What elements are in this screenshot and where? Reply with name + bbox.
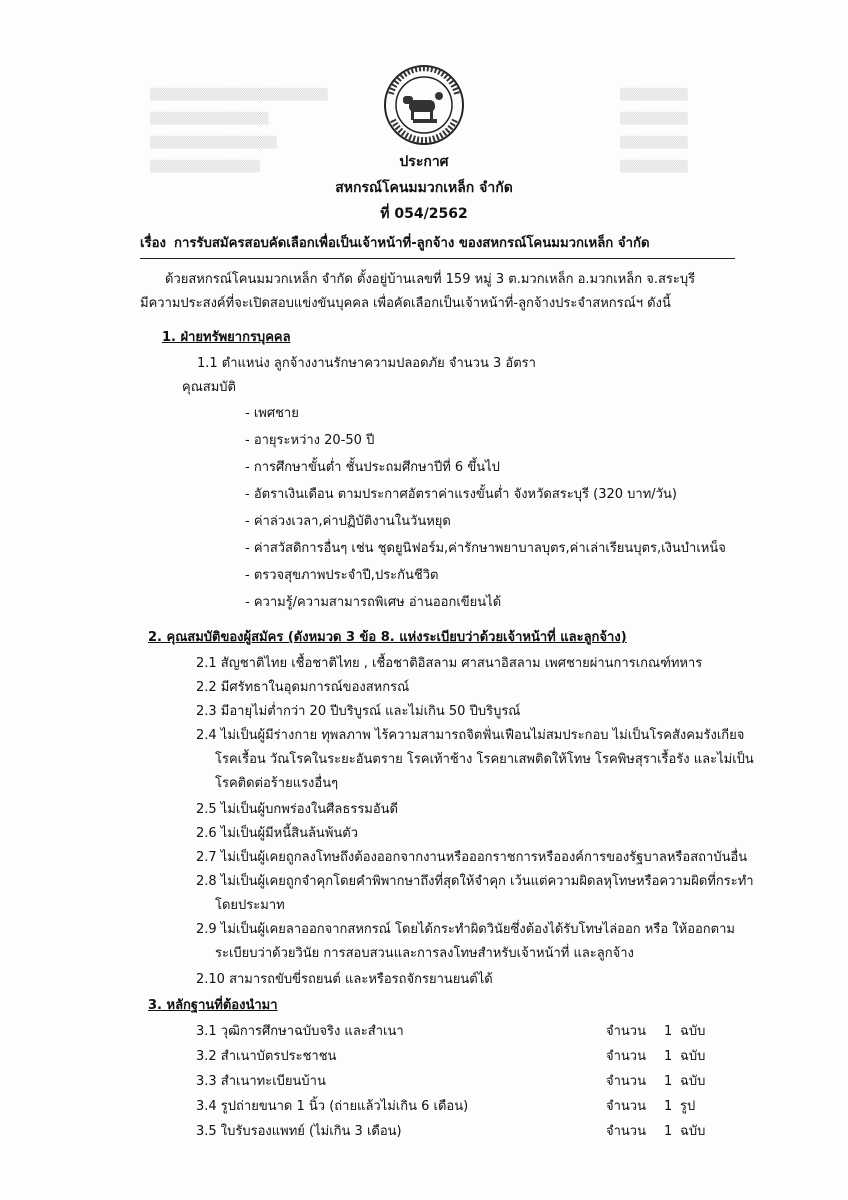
bleed-through-text: ▒▒▒▒▒▒▒▒ — [620, 112, 688, 125]
subject-text: การรับสมัครสอบคัดเลือกเพื่อเป็นเจ้าหน้าที่-ลูกจ้าง ของสหกรณ์โคนมมวกเหล็ก จำกัด — [173, 236, 650, 251]
qualification-item: - เพศชาย — [245, 406, 299, 421]
intro-line-1: ด้วยสหกรณ์โคนมมวกเหล็ก จำกัด ตั้งอยู่บ้านเลขที่ 159 หมู่ 3 ต.มวกเหล็ก อ.มวกเหล็ก จ.สระบุรี — [165, 272, 696, 287]
subject-label: เรื่อง — [140, 236, 166, 251]
bleed-through-text: ▒▒▒▒▒▒▒▒▒▒▒▒▒ — [150, 160, 260, 173]
qualifications-label: คุณสมบัติ — [182, 380, 236, 395]
document-row-label: 3.2 สำเนาบัตรประชาชน — [196, 1049, 337, 1064]
qualification-item: - ค่าล่วงเวลา,ค่าปฏิบัติงานในวันหยุด — [245, 514, 451, 529]
applicant-qualification: 2.8 ไม่เป็นผู้เคยถูกจำคุกโดยคำพิพากษาถึงที่สุดให้จำคุก เว้นแต่ความผิดลหุโทษหรือความผิดที่กระทำ — [196, 874, 754, 889]
header-divider — [140, 258, 735, 259]
document-row-qty: 1 — [664, 1024, 673, 1039]
applicant-qualification-cont: โดยประมาท — [215, 898, 285, 913]
document-number: ที่ 054/2562 — [380, 206, 468, 222]
qualification-item: - ความรู้/ความสามารถพิเศษ อ่านออกเขียนได้ — [245, 595, 502, 610]
document-row-unit: ฉบับ — [680, 1074, 706, 1089]
applicant-qualification: 2.1 สัญชาติไทย เชื้อชาติไทย , เชื้อชาติอิสลาม ศาสนาอิสลาม เพศชายผ่านการเกณฑ์ทหาร — [196, 656, 703, 671]
qualification-item: - การศึกษาขั้นต่ำ ชั้นประถมศึกษาปีที่ 6 ขึ้นไป — [245, 460, 500, 475]
applicant-qualification-cont: โรคติดต่อร้ายแรงอื่นๆ — [215, 776, 339, 791]
document-row-qty: 1 — [664, 1049, 673, 1064]
document-row-qty: 1 — [664, 1074, 673, 1089]
applicant-qualification: 2.9 ไม่เป็นผู้เคยลาออกจากสหกรณ์ โดยได้กระทำผิดวินัยซึ่งต้องได้รับโทษไล่ออก หรือ ให้ออกตาม — [196, 922, 735, 937]
document-row-qty: 1 — [664, 1099, 673, 1114]
document-row-qty-word: จำนวน — [606, 1024, 646, 1039]
document-row-label: 3.1 วุฒิการศึกษาฉบับจริง และสำเนา — [196, 1024, 404, 1039]
applicant-qualification: 2.5 ไม่เป็นผู้บกพร่องในศีลธรรมอันดี — [196, 802, 399, 817]
document-row-qty-word: จำนวน — [606, 1124, 646, 1139]
applicant-qualification: 2.3 มีอายุไม่ต่ำกว่า 20 ปีบริบูรณ์ และไม่เกิน 50 ปีบริบูรณ์ — [196, 704, 521, 719]
bleed-through-text: ▒▒▒▒▒▒▒▒ — [620, 160, 688, 173]
cooperative-seal-logo — [383, 64, 465, 146]
applicant-qualification: 2.2 มีศรัทธาในอุดมการณ์ของสหกรณ์ — [196, 680, 410, 695]
document-row-unit: ฉบับ — [680, 1024, 706, 1039]
document-row-qty-word: จำนวน — [606, 1099, 646, 1114]
position-line: 1.1 ตำแหน่ง ลูกจ้างงานรักษาความปลอดภัย จำนวน 3 อัตรา — [197, 356, 536, 371]
applicant-qualification: 2.10 สามารถขับขี่รถยนต์ และหรือรถจักรยานยนต์ได้ — [196, 972, 493, 987]
qualification-item: - อัตราเงินเดือน ตามประกาศอัตราค่าแรงขั้นต่ำ จังหวัดสระบุรี (320 บาท/วัน) — [245, 487, 677, 502]
bleed-through-text: ▒▒▒▒▒▒▒▒ — [620, 88, 688, 101]
document-row-unit: รูป — [680, 1099, 696, 1114]
document-row-label: 3.5 ใบรับรองแพทย์ (ไม่เกิน 3 เดือน) — [196, 1124, 402, 1139]
applicant-qualification: 2.4 ไม่เป็นผู้มีร่างกาย ทุพลภาพ ไร้ความสามารถจิตฟั่นเฟือนไม่สมประกอบ ไม่เป็นโรคสังคมรังเกียจ — [196, 728, 745, 743]
document-row-label: 3.4 รูปถ่ายขนาด 1 นิ้ว (ถ่ายแล้วไม่เกิน 6 เดือน) — [196, 1099, 469, 1114]
bleed-through-text: ▒▒▒▒▒▒▒▒▒▒▒▒▒▒▒ — [150, 136, 277, 149]
intro-line-2: มีความประสงค์ที่จะเปิดสอบแข่งขันบุคคล เพื่อคัดเลือกเป็นเจ้าหน้าที่-ลูกจ้างประจำสหกรณ์ฯ ดังนี้ — [140, 296, 671, 311]
subject-line — [140, 232, 650, 253]
applicant-qualification: 2.7 ไม่เป็นผู้เคยถูกลงโทษถึงต้องออกจากงานหรือออกราชการหรือองค์การของรัฐบาลหรือสถาบันอื่น — [196, 850, 748, 865]
announcement-title: ประกาศ — [399, 154, 449, 170]
organization-name: สหกรณ์โคนมมวกเหล็ก จำกัด — [335, 180, 513, 196]
qualification-item: - ค่าสวัสดิการอื่นๆ เช่น ชุดยูนิฟอร์ม,ค่ารักษาพยาบาลบุตร,ค่าเล่าเรียนบุตร,เงินบำเหน็จ — [245, 541, 726, 556]
qualification-item: - อายุระหว่าง 20-50 ปี — [245, 433, 375, 448]
document-row-qty-word: จำนวน — [606, 1074, 646, 1089]
document-row-unit: ฉบับ — [680, 1124, 706, 1139]
section-3-heading: 3. หลักฐานที่ต้องนำมา — [148, 998, 278, 1013]
section-1-heading: 1. ฝ่ายทรัพยากรบุคคล — [162, 330, 291, 345]
bleed-through-text: ▒▒▒▒▒▒▒▒▒▒▒▒▒▒ — [150, 112, 269, 125]
document-row-unit: ฉบับ — [680, 1049, 706, 1064]
section-2-heading: 2. คุณสมบัติของผู้สมัคร (ดังหมวด 3 ข้อ 8. แห่งระเบียบว่าด้วยเจ้าหน้าที่ และลูกจ้าง) — [148, 630, 627, 645]
bleed-through-text: ▒▒▒▒▒▒▒▒ — [620, 136, 688, 149]
applicant-qualification: 2.6 ไม่เป็นผู้มีหนี้สินล้นพ้นตัว — [196, 826, 359, 841]
applicant-qualification-cont: ระเบียบว่าด้วยวินัย การสอบสวนและการลงโทษสำหรับเจ้าหน้าที่ และลูกจ้าง — [215, 946, 634, 961]
bleed-through-text: ▒▒▒▒▒▒▒▒▒▒▒▒▒▒▒▒▒▒▒▒▒ — [150, 88, 328, 101]
document-row-qty: 1 — [664, 1124, 673, 1139]
applicant-qualification-cont: โรคเรื้อน วัณโรคในระยะอันตราย โรคเท้าช้าง โรคยาเสพติดให้โทษ โรคพิษสุราเรื้อรัง และไม่เป็น — [215, 752, 754, 767]
qualification-item: - ตรวจสุขภาพประจำปี,ประกันชีวิต — [245, 568, 439, 583]
document-row-label: 3.3 สำเนาทะเบียนบ้าน — [196, 1074, 326, 1089]
document-row-qty-word: จำนวน — [606, 1049, 646, 1064]
